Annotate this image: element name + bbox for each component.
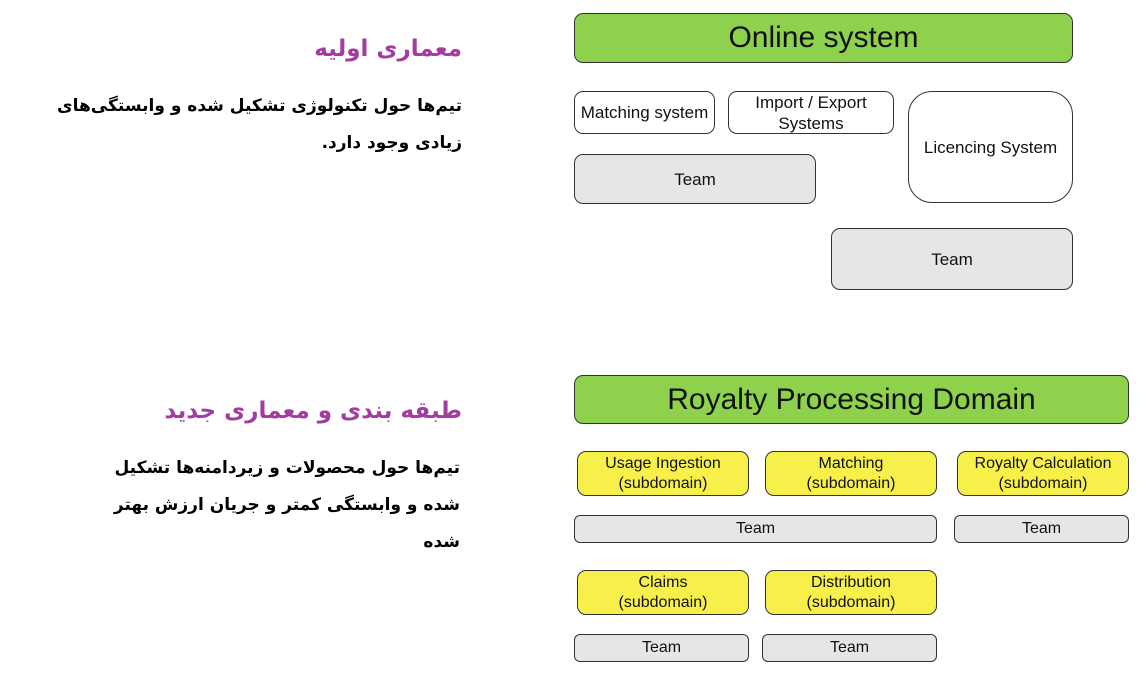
description-line: تیم‌ها حول تکنولوژی تشکیل شده و وابستگی‌های (57, 96, 462, 116)
matching-system-box: Matching system (574, 91, 715, 134)
online-system-header: Online system (574, 13, 1073, 63)
claims-subdomain-box: Claims (subdomain) (577, 570, 749, 615)
description-line: تیم‌ها حول محصولات و زیردامنه‌ها تشکیل (114, 458, 460, 478)
new-architecture-description (20, 450, 460, 561)
usage-ingestion-subdomain-box: Usage Ingestion (subdomain) (577, 451, 749, 496)
initial-architecture-title: معماری اولیه (314, 36, 462, 62)
royalty-processing-domain-header: Royalty Processing Domain (574, 375, 1129, 424)
team-box: Team (574, 515, 937, 543)
distribution-subdomain-box: Distribution (subdomain) (765, 570, 937, 615)
team-box: Team (954, 515, 1129, 543)
description-line: شده و وابستگی کمتر و جریان ارزش بهتر (113, 495, 460, 515)
team-box: Team (574, 634, 749, 662)
matching-subdomain-box: Matching (subdomain) (765, 451, 937, 496)
royalty-calculation-subdomain-box: Royalty Calculation (subdomain) (957, 451, 1129, 496)
new-architecture-title: طبقه بندی و معماری جدید (164, 398, 462, 424)
licencing-system-box: Licencing System (908, 91, 1073, 203)
description-line: زیادی وجود دارد. (321, 133, 462, 153)
description-line: شده (423, 532, 460, 552)
initial-architecture-description (2, 88, 462, 162)
team-box: Team (574, 154, 816, 204)
team-box: Team (762, 634, 937, 662)
import-export-systems-box: Import / Export Systems (728, 91, 894, 134)
team-box: Team (831, 228, 1073, 290)
